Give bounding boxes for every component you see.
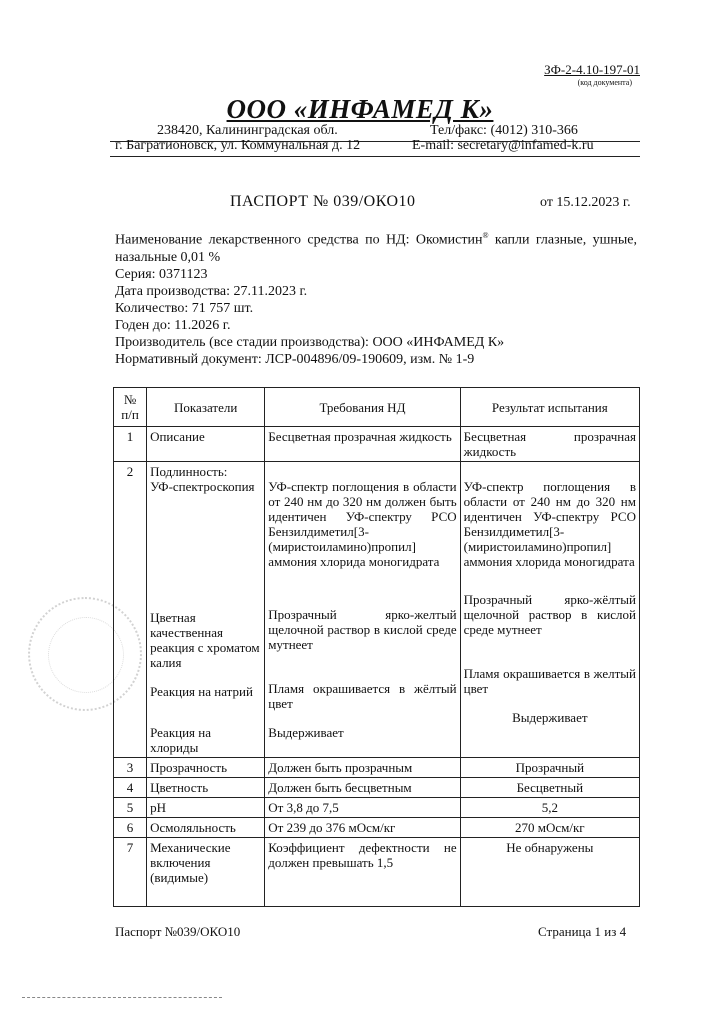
row-result: 270 мОсм/кг bbox=[460, 818, 639, 838]
row-num: 1 bbox=[114, 427, 147, 462]
row-requirement: Коэффициент дефектности не должен превышать 1,5 bbox=[265, 838, 460, 907]
manufacturer: Производитель (все стадии производства): ООО «ИНФАМЕД К» bbox=[115, 334, 505, 350]
product-info bbox=[115, 227, 637, 368]
row-num: 2 bbox=[114, 462, 147, 758]
production-date: Дата производства: 27.11.2023 г. bbox=[115, 283, 308, 299]
spacer bbox=[268, 652, 456, 681]
header-indicator: Показатели bbox=[147, 388, 265, 427]
header-requirement: Требования НД bbox=[265, 388, 460, 427]
chromate-indicator: Цветная качественная реакция с хроматом калия bbox=[150, 610, 260, 670]
table-row bbox=[114, 462, 640, 758]
row-requirement: От 3,8 до 7,5 bbox=[265, 798, 460, 818]
row-indicator: Описание bbox=[147, 427, 265, 462]
spacer bbox=[464, 569, 636, 592]
document-code-caption: (код документа) bbox=[577, 78, 632, 87]
quantity: Количество: 71 757 шт. bbox=[115, 300, 254, 316]
row-indicator: Прозрачность bbox=[147, 758, 265, 778]
spacer bbox=[464, 696, 636, 710]
row-requirement: Должен быть бесцветным bbox=[265, 778, 460, 798]
row-result: 5,2 bbox=[460, 798, 639, 818]
address-line-1: 238420, Калининградская обл. bbox=[157, 123, 338, 138]
spacer bbox=[268, 711, 456, 725]
document-code-value: ЗФ-2-4.10-197-01 bbox=[544, 62, 640, 77]
product-name-end: капли глазные, ушные, bbox=[488, 232, 637, 248]
uv-requirement: УФ-спектр поглощения в области от 240 нм до 320 нм должен быть идентичен УФ-спектру РСО Бензилдиметил[3-(миристоиламино)пропил] аммония хлорида моногидрата bbox=[268, 479, 457, 569]
header-num: № п/п bbox=[114, 388, 147, 427]
spacer bbox=[150, 699, 261, 725]
series: Серия: 0371123 bbox=[115, 266, 208, 282]
chloride-result: Выдерживает bbox=[512, 710, 588, 725]
company-name: ООО «ИНФАМЕД К» bbox=[226, 94, 494, 124]
table-row bbox=[114, 778, 640, 798]
registered-mark: ® bbox=[482, 231, 489, 240]
product-name-text: Наименование лекарственного средства по НД: Окомистин bbox=[115, 232, 483, 248]
spacer bbox=[464, 637, 636, 666]
chromate-result: Прозрачный ярко-жёлтый щелочной раствор в кислой среде мутнеет bbox=[463, 592, 636, 637]
sodium-indicator: Реакция на натрий bbox=[150, 684, 253, 699]
row-indicator: Цветность bbox=[147, 778, 265, 798]
phone: Тел/факс: (4012) 310-366 bbox=[430, 123, 578, 138]
email: E-mail: secretary@infamed-k.ru bbox=[412, 138, 594, 153]
row-result-group bbox=[460, 462, 639, 758]
row-requirement: От 239 до 376 мОсм/кг bbox=[265, 818, 460, 838]
row-requirement-group bbox=[265, 462, 460, 758]
table-row bbox=[114, 798, 640, 818]
row-result: Не обнаружены bbox=[460, 838, 639, 907]
chromate-requirement: Прозрачный ярко-желтый щелочной раствор в кислой среде мутнеет bbox=[268, 607, 457, 652]
row-num: 7 bbox=[114, 838, 147, 907]
header-result: Результат испытания bbox=[460, 388, 639, 427]
chloride-indicator: Реакция на хлориды bbox=[150, 725, 212, 755]
sodium-result: Пламя окрашивается в желтый цвет bbox=[463, 666, 636, 696]
spacer bbox=[464, 464, 636, 479]
footer-passport-number: Паспорт №039/ОКО10 bbox=[115, 924, 241, 939]
spacer bbox=[268, 569, 456, 607]
row-num: 4 bbox=[114, 778, 147, 798]
product-name-line bbox=[115, 227, 637, 249]
identity-group-label: Подлинность: bbox=[150, 464, 228, 479]
row-num: 3 bbox=[114, 758, 147, 778]
normative-document: Нормативный документ: ЛСР-004896/09-190609, изм. № 1-9 bbox=[115, 351, 475, 367]
row-indicator: pH bbox=[147, 798, 265, 818]
document-code bbox=[530, 62, 640, 87]
table-header-row bbox=[114, 388, 640, 427]
product-name-line-2: назальные 0,01 % bbox=[115, 249, 221, 265]
row-indicator: Осмоляльность bbox=[147, 818, 265, 838]
table-row bbox=[114, 427, 640, 462]
row-indicator: Механические включения (видимые) bbox=[147, 838, 265, 907]
table-row bbox=[114, 838, 640, 907]
sodium-requirement: Пламя окрашивается в жёлтый цвет bbox=[268, 681, 457, 711]
test-results-table bbox=[113, 387, 640, 907]
spacer bbox=[150, 670, 261, 684]
row-result: Прозрачный bbox=[460, 758, 639, 778]
spacer bbox=[150, 494, 261, 610]
table-row bbox=[114, 818, 640, 838]
spacer bbox=[268, 464, 456, 479]
uv-indicator: УФ-спектроскопия bbox=[150, 479, 255, 494]
scan-artifact-line bbox=[22, 997, 222, 998]
row-requirement: Должен быть прозрачным bbox=[265, 758, 460, 778]
expiry-date: Годен до: 11.2026 г. bbox=[115, 317, 231, 333]
row-result: Бесцветная прозрачная жидкость bbox=[460, 427, 639, 462]
address-line-2: г. Багратионовск, ул. Коммунальная д. 12 bbox=[115, 138, 361, 153]
row-indicator-group bbox=[147, 462, 265, 758]
header-divider-2 bbox=[110, 156, 640, 157]
table-row bbox=[114, 758, 640, 778]
uv-result: УФ-спектр поглощения в области от 240 нм до 320 нм идентичен УФ-спектру РСО Бензилдиметил[3-(миристоиламино)пропил] аммония хлорида моногидрата bbox=[463, 479, 636, 569]
passport-date: от 15.12.2023 г. bbox=[540, 195, 631, 210]
row-requirement: Бесцветная прозрачная жидкость bbox=[265, 427, 460, 462]
chloride-requirement: Выдерживает bbox=[268, 725, 344, 740]
footer-page-number: Страница 1 из 4 bbox=[538, 924, 627, 939]
row-num: 5 bbox=[114, 798, 147, 818]
row-result: Бесцветный bbox=[460, 778, 639, 798]
row-num: 6 bbox=[114, 818, 147, 838]
passport-title: ПАСПОРТ № 039/ОКО10 bbox=[230, 193, 416, 210]
